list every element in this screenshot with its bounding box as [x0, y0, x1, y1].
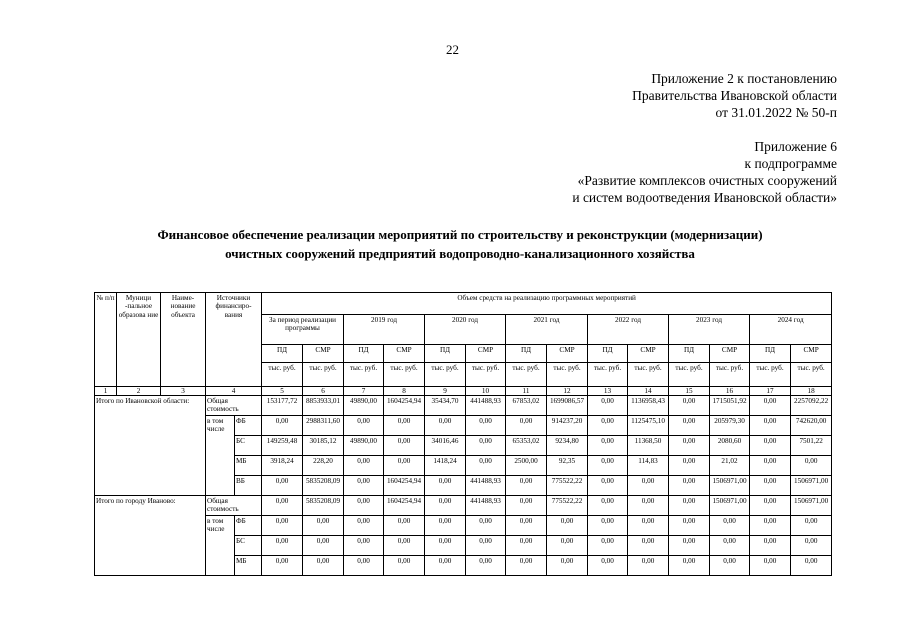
value-cell: 742620,00: [791, 416, 832, 436]
value-cell: 92,35: [547, 456, 588, 476]
subcol-smr: СМР: [466, 345, 506, 363]
value-cell: 0,00: [791, 456, 832, 476]
value-cell: 775522,22: [547, 496, 588, 516]
unit-cell: тыс. руб.: [628, 363, 669, 387]
value-cell: 0,00: [669, 536, 710, 556]
value-cell: 0,00: [628, 496, 669, 516]
subcol-smr: СМР: [628, 345, 669, 363]
source-label: ФБ: [235, 516, 262, 536]
value-cell: 441488,93: [466, 396, 506, 416]
column-numbers-row: [95, 387, 867, 396]
value-cell: 11368,50: [628, 436, 669, 456]
value-cell: 1506971,00: [791, 496, 832, 516]
column-number: 1: [95, 387, 117, 396]
column-number: 16: [710, 387, 750, 396]
value-cell: 0,00: [588, 516, 628, 536]
value-cell: 0,00: [588, 396, 628, 416]
value-cell: 0,00: [628, 556, 669, 576]
value-cell: 67853,02: [506, 396, 547, 416]
appendix-line: «Развитие комплексов очистных сооружений: [577, 173, 837, 188]
unit-cell: тыс. руб.: [303, 363, 344, 387]
period-header: 2020 год: [425, 315, 506, 345]
value-cell: 0,00: [384, 436, 425, 456]
block-label: Итого по Ивановской области:: [95, 396, 206, 496]
source-label: МБ: [235, 456, 262, 476]
column-number: 9: [425, 387, 466, 396]
value-cell: 0,00: [750, 556, 791, 576]
value-cell: 1604254,94: [384, 476, 425, 496]
unit-cell: тыс. руб.: [262, 363, 303, 387]
subcol-pd: ПД: [262, 345, 303, 363]
value-cell: 0,00: [384, 456, 425, 476]
value-cell: 0,00: [750, 436, 791, 456]
value-cell: 0,00: [750, 476, 791, 496]
unit-cell: тыс. руб.: [669, 363, 710, 387]
value-cell: 0,00: [628, 536, 669, 556]
value-cell: 0,00: [669, 396, 710, 416]
title-line: Финансовое обеспечение реализации мероприятий по строительству и реконструкции (модернизации): [157, 227, 763, 242]
value-cell: 49890,00: [344, 396, 384, 416]
value-cell: 5835208,09: [303, 476, 344, 496]
column-number: 14: [628, 387, 669, 396]
value-cell: 0,00: [303, 516, 344, 536]
subcol-pd: ПД: [344, 345, 384, 363]
value-cell: 65353,02: [506, 436, 547, 456]
value-cell: 228,20: [303, 456, 344, 476]
block2-source-row: [95, 516, 867, 536]
period-header: 2019 год: [344, 315, 425, 345]
value-cell: 0,00: [628, 516, 669, 536]
header-object: Наиме- нование объекта: [161, 293, 206, 387]
value-cell: 2257092,22: [791, 396, 832, 416]
column-number: 10: [466, 387, 506, 396]
column-number: 12: [547, 387, 588, 396]
value-cell: 0,00: [750, 396, 791, 416]
value-cell: 0,00: [344, 516, 384, 536]
value-cell: 0,00: [344, 496, 384, 516]
value-cell: 153177,72: [262, 396, 303, 416]
value-cell: 0,00: [750, 456, 791, 476]
value-cell: 0,00: [750, 536, 791, 556]
period-header: 2023 год: [669, 315, 750, 345]
value-cell: 1715051,92: [710, 396, 750, 416]
value-cell: 0,00: [466, 556, 506, 576]
value-cell: 9234,80: [547, 436, 588, 456]
value-cell: 0,00: [425, 516, 466, 536]
including-label: в том числе: [206, 516, 235, 576]
value-cell: 0,00: [669, 436, 710, 456]
value-cell: 0,00: [466, 436, 506, 456]
value-cell: 0,00: [669, 416, 710, 436]
subcol-pd: ПД: [506, 345, 547, 363]
unit-cell: тыс. руб.: [466, 363, 506, 387]
column-number: 4: [206, 387, 262, 396]
value-cell: 0,00: [506, 476, 547, 496]
value-cell: 5835208,09: [303, 496, 344, 516]
unit-cell: тыс. руб.: [344, 363, 384, 387]
value-cell: 8853933,01: [303, 396, 344, 416]
appendix-line: Приложение 2 к постановлению: [651, 71, 837, 86]
value-cell: 0,00: [262, 496, 303, 516]
subcol-smr: СМР: [547, 345, 588, 363]
value-cell: 0,00: [710, 536, 750, 556]
period-header: 2024 год: [750, 315, 832, 345]
value-cell: 0,00: [791, 556, 832, 576]
value-cell: 0,00: [425, 536, 466, 556]
value-cell: 3918,24: [262, 456, 303, 476]
header-num: № п/п: [95, 293, 117, 387]
value-cell: 1125475,10: [628, 416, 669, 436]
source-label: БС: [235, 436, 262, 456]
unit-cell: тыс. руб.: [384, 363, 425, 387]
value-cell: 0,00: [384, 416, 425, 436]
value-cell: 35434,70: [425, 396, 466, 416]
value-cell: 0,00: [384, 536, 425, 556]
unit-cell: тыс. руб.: [588, 363, 628, 387]
value-cell: 0,00: [547, 516, 588, 536]
value-cell: 0,00: [547, 556, 588, 576]
total-cost-label: Общая стоимость: [206, 496, 262, 516]
page-number: 22: [446, 42, 459, 57]
unit-cell: тыс. руб.: [547, 363, 588, 387]
value-cell: 0,00: [710, 516, 750, 536]
block2-total-row: [95, 496, 867, 516]
subcol-pd: ПД: [750, 345, 791, 363]
source-label: БС: [235, 536, 262, 556]
value-cell: 1506971,00: [710, 476, 750, 496]
value-cell: 0,00: [303, 536, 344, 556]
subcol-pd: ПД: [588, 345, 628, 363]
value-cell: 0,00: [506, 496, 547, 516]
document-title: [60, 225, 860, 263]
value-cell: 30185,12: [303, 436, 344, 456]
value-cell: 0,00: [791, 536, 832, 556]
value-cell: 441488,93: [466, 496, 506, 516]
value-cell: 441488,93: [466, 476, 506, 496]
value-cell: 0,00: [588, 436, 628, 456]
value-cell: 49890,00: [344, 436, 384, 456]
value-cell: 0,00: [506, 416, 547, 436]
value-cell: 0,00: [262, 516, 303, 536]
column-number: 18: [791, 387, 832, 396]
value-cell: 2500,00: [506, 456, 547, 476]
value-cell: 0,00: [588, 456, 628, 476]
subcol-smr: СМР: [791, 345, 832, 363]
appendix-line: и систем водоотведения Ивановской области»: [572, 190, 837, 205]
column-number: 13: [588, 387, 628, 396]
unit-cell: тыс. руб.: [750, 363, 791, 387]
value-cell: 0,00: [384, 516, 425, 536]
unit-cell: тыс. руб.: [710, 363, 750, 387]
column-number: 6: [303, 387, 344, 396]
value-cell: 0,00: [344, 556, 384, 576]
value-cell: 21,02: [710, 456, 750, 476]
total-cost-label: Общая стоимость: [206, 396, 262, 416]
value-cell: 0,00: [588, 556, 628, 576]
value-cell: 0,00: [669, 556, 710, 576]
value-cell: 0,00: [750, 416, 791, 436]
source-label: ВБ: [235, 476, 262, 496]
subcol-pd: ПД: [425, 345, 466, 363]
block1-source-row: [95, 416, 867, 436]
value-cell: 0,00: [791, 516, 832, 536]
subprogram-appendix-reference: [572, 138, 837, 206]
subcol-pd: ПД: [669, 345, 710, 363]
period-header: 2022 год: [588, 315, 669, 345]
block-label: Итого по городу Иваново:: [95, 496, 206, 576]
value-cell: 0,00: [588, 416, 628, 436]
title-line: очистных сооружений предприятий водопроводно-канализационного хозяйства: [225, 246, 695, 261]
unit-cell: тыс. руб.: [506, 363, 547, 387]
value-cell: 0,00: [547, 536, 588, 556]
value-cell: 0,00: [588, 536, 628, 556]
value-cell: 0,00: [710, 556, 750, 576]
appendix-line: Приложение 6: [754, 139, 837, 154]
value-cell: 0,00: [262, 476, 303, 496]
value-cell: 0,00: [262, 416, 303, 436]
value-cell: 0,00: [466, 416, 506, 436]
value-cell: 0,00: [262, 536, 303, 556]
column-number: 11: [506, 387, 547, 396]
value-cell: 0,00: [588, 476, 628, 496]
value-cell: 0,00: [750, 516, 791, 536]
value-cell: 1506971,00: [791, 476, 832, 496]
source-label: МБ: [235, 556, 262, 576]
value-cell: 0,00: [750, 496, 791, 516]
value-cell: 0,00: [303, 556, 344, 576]
value-cell: 0,00: [466, 456, 506, 476]
value-cell: 0,00: [669, 476, 710, 496]
including-label: в том числе: [206, 416, 235, 496]
unit-cell: тыс. руб.: [425, 363, 466, 387]
column-number: 3: [161, 387, 206, 396]
value-cell: 1604254,94: [384, 496, 425, 516]
value-cell: 0,00: [466, 516, 506, 536]
value-cell: 0,00: [628, 476, 669, 496]
value-cell: 0,00: [425, 416, 466, 436]
value-cell: 2988311,60: [303, 416, 344, 436]
value-cell: 1699086,57: [547, 396, 588, 416]
value-cell: 0,00: [669, 516, 710, 536]
unit-cell: тыс. руб.: [791, 363, 832, 387]
value-cell: 0,00: [669, 496, 710, 516]
value-cell: 1604254,94: [384, 396, 425, 416]
value-cell: 0,00: [384, 556, 425, 576]
appendix-line: от 31.01.2022 № 50-п: [715, 105, 837, 120]
block1-total-row: [95, 396, 867, 416]
column-number: 15: [669, 387, 710, 396]
column-number: 7: [344, 387, 384, 396]
value-cell: 149259,48: [262, 436, 303, 456]
column-number: 5: [262, 387, 303, 396]
header-municipality: Муници -пальное образова ние: [117, 293, 161, 387]
value-cell: 205979,30: [710, 416, 750, 436]
column-number: 8: [384, 387, 425, 396]
appendix-line: Правительства Ивановской области: [632, 88, 837, 103]
value-cell: 0,00: [344, 476, 384, 496]
subcol-smr: СМР: [384, 345, 425, 363]
value-cell: 0,00: [344, 456, 384, 476]
period-header: За период реализации программы: [262, 315, 344, 345]
value-cell: 0,00: [344, 416, 384, 436]
value-cell: 0,00: [262, 556, 303, 576]
column-number: 17: [750, 387, 791, 396]
period-header: 2021 год: [506, 315, 588, 345]
value-cell: 1506971,00: [710, 496, 750, 516]
value-cell: 0,00: [425, 476, 466, 496]
financing-table: [94, 292, 867, 576]
source-label: ФБ: [235, 416, 262, 436]
value-cell: 7501,22: [791, 436, 832, 456]
value-cell: 0,00: [506, 536, 547, 556]
appendix-reference: [632, 70, 837, 121]
header-sources: Источники финансиро- вания: [206, 293, 262, 387]
value-cell: 914237,20: [547, 416, 588, 436]
header-row: [95, 293, 867, 315]
value-cell: 0,00: [506, 556, 547, 576]
value-cell: 0,00: [669, 456, 710, 476]
header-volume: Объем средств на реализацию программных мероприятий: [262, 293, 832, 315]
column-number: 2: [117, 387, 161, 396]
value-cell: 775522,22: [547, 476, 588, 496]
value-cell: 2080,60: [710, 436, 750, 456]
value-cell: 34016,46: [425, 436, 466, 456]
appendix-line: к подпрограмме: [744, 156, 837, 171]
value-cell: 1136958,43: [628, 396, 669, 416]
value-cell: 114,83: [628, 456, 669, 476]
subcol-smr: СМР: [303, 345, 344, 363]
value-cell: 0,00: [588, 496, 628, 516]
value-cell: 1418,24: [425, 456, 466, 476]
value-cell: 0,00: [344, 536, 384, 556]
value-cell: 0,00: [506, 516, 547, 536]
value-cell: 0,00: [466, 536, 506, 556]
subcol-smr: СМР: [710, 345, 750, 363]
value-cell: 0,00: [425, 496, 466, 516]
value-cell: 0,00: [425, 556, 466, 576]
